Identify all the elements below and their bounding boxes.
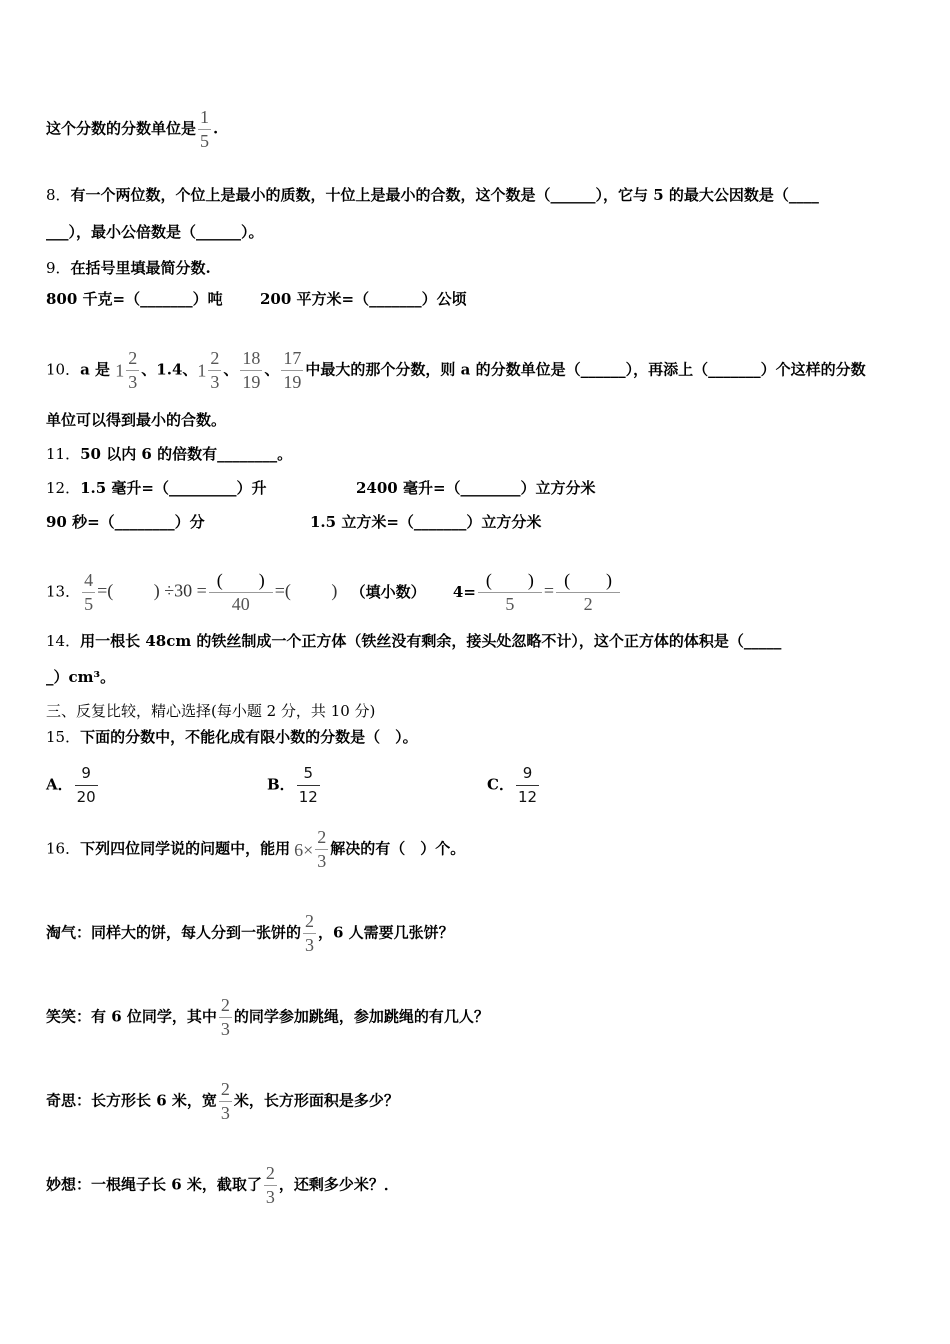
fraction (478, 571, 542, 614)
question-number: 11． (46, 445, 81, 463)
question-12 (46, 478, 266, 498)
numerator: 9 (522, 764, 533, 782)
section-heading: 三、反复比较，精心选择(每小题 2 分，共 10 分) (46, 702, 376, 720)
numerator: 4 (84, 570, 94, 590)
numerator: ( ) (564, 570, 613, 590)
student-item (46, 1164, 399, 1207)
fraction (219, 996, 232, 1039)
numerator: ( ) (485, 570, 534, 590)
question-text: 50 以内 6 的倍数有________。 (80, 445, 293, 463)
question-14-cont: _）cm³。 (46, 668, 116, 686)
equation-text: =( ) ÷30 = (97, 580, 207, 601)
numerator: 1 (200, 107, 210, 127)
numerator: 2 (220, 995, 230, 1015)
fraction (209, 571, 273, 614)
fraction (198, 108, 211, 151)
question-9 (46, 258, 211, 278)
numerator: 9 (81, 764, 91, 782)
fraction (297, 764, 320, 807)
denominator: 2 (556, 592, 620, 614)
fraction (303, 912, 316, 955)
option-b[interactable] (267, 764, 322, 807)
question-text: 用一根长 48cm 的铁丝制成一个正方体（铁丝没有剩余，接头处忽略不计），这个正方体的体积是（_____ (80, 632, 782, 650)
fraction (75, 764, 98, 807)
fraction (82, 571, 95, 614)
fraction (208, 349, 221, 392)
note: （填小数） (350, 582, 426, 601)
text: 解决的有（ ）个。 (330, 839, 466, 858)
text: ，6 人需要几张饼？ (318, 923, 454, 942)
question-number: 13． (46, 582, 81, 601)
text: 、 (264, 360, 280, 379)
denominator: 12 (297, 785, 320, 807)
question-text: ___），最小公倍数是（______）。 (46, 223, 264, 241)
denominator: 3 (265, 1187, 275, 1207)
text: 笑笑：有 6 位同学，其中 (46, 1007, 217, 1026)
fraction (556, 571, 620, 614)
text: a 是 (80, 360, 111, 379)
question-number: 9． (46, 259, 71, 277)
intro-end: . (213, 119, 219, 138)
question-8-cont (46, 222, 264, 242)
denominator: 5 (478, 592, 542, 614)
fraction (281, 349, 303, 392)
equation-text: =( ) (274, 580, 338, 601)
option-c[interactable] (487, 764, 541, 807)
denominator: 19 (283, 372, 302, 392)
numerator: 2 (220, 1079, 230, 1099)
q12-c: 90 秒=（________）分 (46, 513, 205, 531)
text: 妙想：一根绳子长 6 米，截取了 (46, 1175, 262, 1194)
option-label: A． (46, 775, 73, 794)
denominator: 12 (516, 785, 539, 807)
q12-a: 1.5 毫升=（_________）升 (80, 479, 267, 497)
question-11 (46, 444, 292, 464)
fraction (264, 1164, 277, 1207)
numerator: 2 (317, 827, 327, 847)
option-a[interactable] (46, 764, 100, 807)
denominator: 5 (84, 594, 94, 614)
student-item (46, 912, 454, 955)
intro-line (46, 108, 218, 151)
fraction (219, 1080, 232, 1123)
fraction (126, 349, 139, 392)
question-number: 12． (46, 479, 81, 497)
denominator: 3 (220, 1019, 230, 1039)
denominator: 3 (220, 1103, 230, 1123)
fraction (516, 764, 539, 807)
denominator: 3 (317, 851, 327, 871)
option-label: B． (267, 775, 295, 794)
option-label: C． (487, 775, 514, 794)
numerator: 2 (128, 348, 138, 368)
question-10-cont: 单位可以得到最小的合数。 (46, 411, 227, 429)
question-text: 下面的分数中，不能化成有限小数的分数是（ ）。 (80, 728, 418, 746)
numerator: 5 (303, 764, 313, 782)
question-number: 16． (46, 839, 81, 858)
question-number: 8． (46, 186, 71, 204)
numerator: 18 (242, 348, 261, 368)
question-15 (46, 727, 418, 747)
denominator: 3 (128, 372, 138, 392)
question-number: 10． (46, 360, 81, 379)
intro-text: 这个分数的分数单位是 (46, 119, 197, 138)
question-number: 14． (46, 632, 81, 650)
question-16 (46, 828, 465, 871)
text: 、1.4、 (141, 360, 198, 379)
text: 淘气：同样大的饼，每人分到一张饼的 (46, 923, 302, 942)
question-text: 在括号里填最简分数. (70, 259, 211, 277)
question-14 (46, 631, 781, 651)
student-item (46, 996, 489, 1039)
numerator: 2 (265, 1163, 275, 1183)
whole: 1 (197, 360, 207, 381)
numerator: 2 (305, 911, 315, 931)
text: ，还剩多少米？． (278, 1175, 399, 1194)
denominator: 19 (242, 372, 261, 392)
expression: 6× (294, 839, 314, 860)
question-number: 15． (46, 728, 81, 746)
question-13 (46, 571, 622, 614)
q12-b: 2400 毫升=（________）立方分米 (356, 479, 596, 497)
numerator: 2 (210, 348, 220, 368)
text: 、 (223, 360, 239, 379)
numerator: 17 (283, 348, 302, 368)
q12-d: 1.5 立方米=（_______）立方分米 (310, 513, 542, 531)
text: 奇思：长方形长 6 米，宽 (46, 1091, 217, 1110)
question-text: 有一个两位数，个位上是最小的质数，十位上是最小的合数，这个数是（______），它与 5 的最大公因数是（____ (70, 186, 819, 204)
q9-b: 200 平方米=（_______）公顷 (260, 290, 467, 308)
text: 的同学参加跳绳，参加跳绳的有几人？ (233, 1007, 489, 1026)
fraction (315, 828, 328, 871)
denominator: 3 (210, 372, 220, 392)
student-item (46, 1080, 399, 1123)
whole: 1 (115, 360, 125, 381)
question-10 (46, 349, 866, 392)
equation-text: = (543, 580, 555, 601)
denominator: 3 (305, 935, 315, 955)
text: 4= (452, 582, 476, 601)
numerator: ( ) (216, 570, 265, 590)
denominator: 20 (75, 785, 98, 807)
denominator: 40 (209, 592, 273, 614)
fraction (240, 349, 262, 392)
denominator: 5 (200, 131, 210, 151)
text: 中最大的那个分数，则 a 的分数单位是（______），再添上（_______）个这样的分数 (305, 360, 866, 379)
text: 下列四位同学说的问题中，能用 (80, 839, 291, 858)
q9-a: 800 千克=（_______）吨 (46, 290, 223, 308)
text: 米，长方形面积是多少？ (233, 1091, 399, 1110)
question-8 (46, 185, 819, 205)
